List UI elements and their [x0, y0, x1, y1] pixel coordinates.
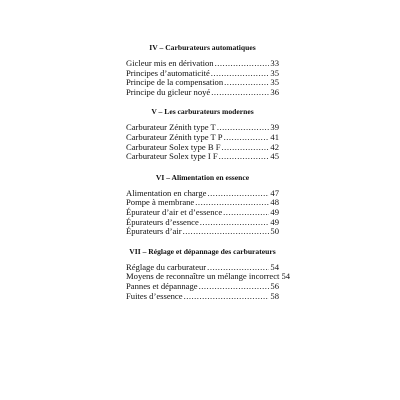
toc-section-v [126, 107, 279, 161]
section-title: VI – Alimentation en essence [155, 172, 250, 182]
entry-label: Carburateur Zénith type T [126, 122, 216, 133]
entry-label: Moyens de reconnaître un mélange incorrect [126, 271, 280, 282]
entry-page: 49 [270, 216, 279, 227]
toc-section-vi [126, 173, 279, 237]
entry-label: Alimentation en charge [126, 187, 207, 198]
entry-label: Pompe à membrane [126, 197, 195, 208]
entry-label: Principes d’automaticité [126, 67, 210, 78]
dot-leader [224, 78, 269, 88]
entry-label: Épurateurs d’essence [126, 216, 199, 227]
entry-page: 41 [270, 131, 279, 142]
dot-leader [184, 292, 270, 302]
entry-page: 47 [270, 187, 279, 198]
entry-page: 35 [270, 77, 279, 88]
section-title: V – Les carburateurs modernes [151, 107, 254, 117]
entry-page: 50 [270, 226, 279, 237]
dot-leader [211, 88, 269, 98]
entry-label: Carburateur Solex type B F [126, 141, 221, 152]
entry-label: Principe du gicleur noyé [126, 86, 211, 97]
entry-label: Réglage du carburateur [126, 261, 207, 272]
dot-leader [224, 133, 270, 143]
dot-leader [183, 227, 270, 237]
entry-label: Pannes et dépannage [126, 280, 198, 291]
entry-label: Épurateur d’air et d’essence [126, 206, 223, 217]
dot-leader [219, 152, 270, 162]
entry-page: 48 [270, 197, 279, 208]
dot-leader [200, 218, 270, 228]
entry-label: Principe de la compensation [126, 77, 224, 88]
dot-leader [217, 123, 270, 133]
entry-page: 45 [270, 151, 279, 162]
toc-entry [126, 292, 279, 302]
dot-leader [223, 208, 269, 218]
table-of-contents [126, 43, 291, 301]
toc-section-vii [126, 246, 291, 301]
dot-leader [199, 282, 270, 292]
entry-label: Gicleur mis en dérivation [126, 58, 214, 68]
dot-leader [222, 143, 270, 153]
dot-leader [208, 189, 270, 199]
entry-label: Fuites d’essence [126, 290, 183, 301]
toc-entry [126, 152, 279, 162]
dot-leader [215, 59, 270, 69]
entry-page: 54 [281, 271, 291, 282]
entry-page: 36 [270, 86, 279, 97]
toc-entry [126, 88, 279, 98]
entry-page: 42 [270, 141, 279, 152]
entry-label: Carburateur Solex type I F [126, 151, 218, 162]
entry-page: 39 [270, 122, 279, 133]
entry-page: 58 [270, 290, 279, 301]
entry-page: 33 [270, 58, 279, 68]
entry-page: 49 [270, 206, 279, 217]
entry-label: Carburateur Zénith type T P [126, 131, 223, 142]
section-title: IV – Carburateurs automatiques [149, 43, 256, 52]
entry-label: Épurateurs d’air [126, 226, 182, 237]
entry-page: 56 [270, 280, 279, 291]
section-title: VII – Réglage et dépannage des carburateurs [129, 246, 276, 256]
entry-page: 54 [270, 261, 279, 272]
toc-entry [126, 227, 279, 237]
toc-section-iv [126, 43, 279, 97]
entry-page: 35 [270, 67, 279, 78]
